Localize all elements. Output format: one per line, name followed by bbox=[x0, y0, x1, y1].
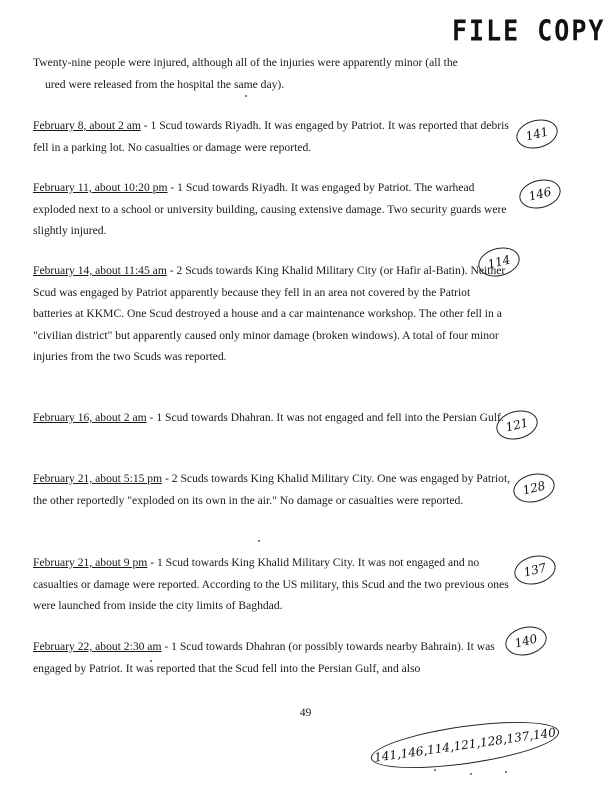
entry-text: - 2 Scuds towards King Khalid Military City (or Hafir al-Batin). Neither Scud was engaged by Patriot apparently because they fell in an area not covered by the Patriot batteries at KKMC. One Scud destroyed a house and a car maintenance workshop. The other fell in a "civilian district" but apparently caused only minor damage (broken windows). A total of four minor injuries from the two Scuds was reported. bbox=[33, 264, 506, 363]
entry-date: February 21, about 9 pm bbox=[33, 556, 148, 569]
scan-speck bbox=[434, 769, 436, 771]
entry-date: February 8, about 2 am bbox=[33, 119, 141, 132]
circled-ref-number: 114 bbox=[475, 243, 523, 280]
entry-text: - 1 Scud towards Riyadh. It was engaged by Patriot. The warhead exploded next to a school or university building, causing extensive damage. Two security guards were slightly injured. bbox=[33, 181, 507, 237]
page-number: 49 bbox=[299, 706, 312, 719]
entry-date: February 22, about 2:30 am bbox=[33, 640, 162, 653]
scan-speck bbox=[258, 540, 260, 542]
entry-paragraph bbox=[33, 636, 511, 679]
intro-paragraph bbox=[33, 52, 511, 95]
entry-text: - 2 Scuds towards King Khalid Military City. One was engaged by Patriot, the other reportedly "exploded on its own in the air." No damage or casualties were reported. bbox=[33, 472, 511, 507]
entry-text: - 1 Scud towards Dhahran. It was not engaged and fell into the Persian Gulf. bbox=[146, 411, 504, 424]
entry-text: - 1 Scud towards King Khalid Military City. It was not engaged and no casualties or damage were reported. According to the US military, this Scud and the two previous ones were launched from inside the city limits of Baghdad. bbox=[33, 556, 509, 612]
entry-paragraph bbox=[33, 115, 511, 158]
circled-ref-number: 128 bbox=[510, 469, 558, 506]
scan-speck bbox=[150, 660, 152, 662]
circled-ref-number: 121 bbox=[493, 406, 541, 443]
file-copy-stamp: FILE COPY bbox=[452, 13, 606, 48]
intro-line-2: ured were released from the hospital the same day). bbox=[45, 77, 285, 91]
circled-ref-number: 140 bbox=[502, 622, 550, 659]
scan-speck bbox=[505, 771, 507, 773]
scan-speck bbox=[470, 773, 472, 775]
handwritten-reference-list: 141,146,114,121,128,137,140 bbox=[368, 713, 561, 777]
entry-date: February 21, about 5:15 pm bbox=[33, 472, 163, 485]
circled-ref-number: 146 bbox=[516, 175, 564, 212]
intro-line-1: Twenty-nine people were injured, although all of the injuries were apparently minor (all the bbox=[33, 56, 458, 69]
entry-paragraph bbox=[33, 407, 511, 429]
entry-paragraph bbox=[33, 468, 511, 511]
entry-date: February 14, about 11:45 am bbox=[33, 264, 167, 277]
entry-text: - 1 Scud towards Riyadh. It was engaged by Patriot. It was reported that debris fell in a parking lot. No casualties or damage were reported. bbox=[33, 119, 509, 154]
circled-ref-number: 137 bbox=[511, 551, 559, 588]
entry-paragraph bbox=[33, 177, 511, 242]
entry-paragraph bbox=[33, 552, 511, 617]
entry-date: February 11, about 10:20 pm bbox=[33, 181, 168, 194]
entry-text: - 1 Scud towards Dhahran (or possibly towards nearby Bahrain). It was engaged by Patriot. It was reported that the Scud fell into the Persian Gulf, and also bbox=[33, 640, 495, 675]
entry-date: February 16, about 2 am bbox=[33, 411, 147, 424]
circled-ref-number: 141 bbox=[513, 115, 561, 152]
scan-speck bbox=[245, 95, 247, 97]
entry-paragraph bbox=[33, 260, 511, 368]
